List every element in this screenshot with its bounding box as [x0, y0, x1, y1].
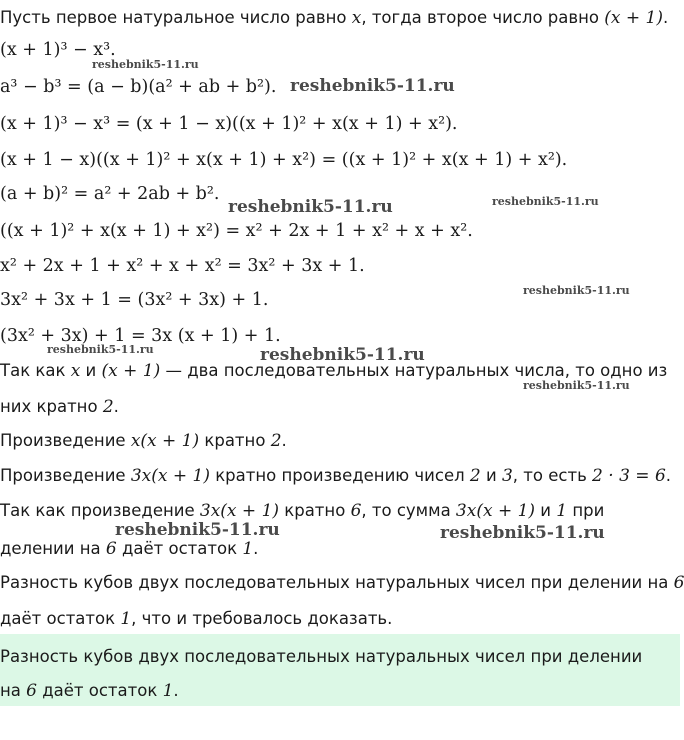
answer-line2: [0, 680, 179, 702]
para4-text-b: кратно: [279, 501, 351, 520]
para1-text-b: и: [80, 361, 102, 380]
watermark: reshebnik5-11.ru: [523, 379, 630, 392]
watermark: reshebnik5-11.ru: [523, 284, 630, 297]
watermark: reshebnik5-11.ru: [228, 197, 393, 217]
watermark: reshebnik5-11.ru: [115, 520, 280, 540]
answer-text-c: .: [173, 681, 179, 700]
para2-line: [0, 430, 287, 452]
para4-text-f: делении на: [0, 539, 106, 558]
para1-text-c: — два последовательных натуральных числа, то одно из: [160, 361, 668, 380]
para4-num-1: 1: [556, 501, 568, 521]
answer-box: [0, 634, 680, 706]
para4-text-h: .: [253, 539, 259, 558]
para4-text-a: Так как произведение: [0, 501, 200, 520]
formula-7: x² + 2x + 1 + x² + x + x² = 3x² + 3x + 1.: [0, 256, 365, 276]
formula-8: 3x² + 3x + 1 = (3x² + 3x) + 1.: [0, 290, 269, 310]
para4-text-g: даёт остаток: [116, 539, 243, 558]
para4-expr: 3x(x + 1): [199, 501, 280, 521]
para3-text-a: Произведение: [0, 466, 131, 485]
para3-text-b: кратно произведению чисел: [209, 466, 470, 485]
para2-text-b: кратно: [199, 431, 271, 450]
para3-text-c: и: [480, 466, 502, 485]
para3-num-2: 2: [469, 466, 481, 486]
para1-var-x: x: [70, 361, 81, 381]
formula-1: (x + 1)³ − x³.: [0, 40, 116, 60]
watermark: reshebnik5-11.ru: [492, 195, 599, 208]
para2-text-a: Произведение: [0, 431, 131, 450]
para5-line1: [0, 572, 684, 594]
answer-text-a: на: [0, 681, 27, 700]
para3-line: [0, 465, 671, 487]
para5-text-a: Разность кубов двух последовательных натуральных чисел при делении на: [0, 573, 674, 592]
formula-2: a³ − b³ = (a − b)(a² + ab + b²).: [0, 77, 277, 97]
para4-expr2: 3x(x + 1): [455, 501, 536, 521]
para5-num-6: 6: [673, 573, 684, 593]
intro-text-1: Пусть первое натуральное число равно: [0, 8, 352, 27]
para4-text-c: , то сумма: [361, 501, 456, 520]
answer-line1: Разность кубов двух последовательных натуральных чисел при делении: [0, 647, 643, 666]
intro-var-x: x: [351, 8, 362, 28]
para1-text-d: них кратно: [0, 397, 103, 416]
para2-num-2: 2: [270, 431, 282, 451]
para2-expr: x(x + 1): [130, 431, 200, 451]
para4-text-e: при: [567, 501, 605, 520]
para1-text-e: .: [113, 397, 119, 416]
intro-expr: (x + 1): [604, 8, 663, 28]
para5-line2: [0, 608, 392, 630]
answer-text-b: даёт остаток: [36, 681, 163, 700]
para5-text-c: , что и требовалось доказать.: [131, 609, 393, 628]
watermark: reshebnik5-11.ru: [260, 345, 425, 365]
para3-num-3: 3: [501, 466, 513, 486]
intro-line: [0, 7, 668, 29]
formula-9: (3x² + 3x) + 1 = 3x (x + 1) + 1.: [0, 326, 281, 346]
intro-text-2: , тогда второе число равно: [361, 8, 605, 27]
formula-6: ((x + 1)² + x(x + 1) + x²) = x² + 2x + 1 + x² + x + x².: [0, 221, 473, 241]
para5-num-1: 1: [120, 609, 132, 629]
formula-3: (x + 1)³ − x³ = (x + 1 − x)((x + 1)² + x(x + 1) + x²).: [0, 114, 458, 134]
para5-text-b: даёт остаток: [0, 609, 121, 628]
para4-num-1b: 1: [242, 539, 254, 559]
answer-num-6: 6: [26, 681, 37, 701]
para4-num-6b: 6: [105, 539, 117, 559]
para4-line2: [0, 538, 258, 560]
para1-expr: (x + 1): [101, 361, 161, 381]
para4-text-d: и: [535, 501, 557, 520]
para4-num-6: 6: [350, 501, 362, 521]
watermark: reshebnik5-11.ru: [440, 523, 605, 543]
formula-5: (a + b)² = a² + 2ab + b².: [0, 184, 220, 204]
watermark: reshebnik5-11.ru: [92, 58, 199, 71]
para1-num-2: 2: [102, 397, 114, 417]
para2-text-c: .: [281, 431, 287, 450]
watermark: reshebnik5-11.ru: [47, 343, 154, 356]
para4-line1: [0, 500, 604, 522]
para3-expr: 3x(x + 1): [130, 466, 210, 486]
intro-text-3: .: [662, 8, 669, 27]
watermark: reshebnik5-11.ru: [290, 76, 455, 96]
para3-text-e: .: [665, 466, 672, 485]
para1-line2: [0, 396, 119, 418]
para1-text-a: Так как: [0, 361, 71, 380]
formula-4: (x + 1 − x)((x + 1)² + x(x + 1) + x²) = ((x + 1)² + x(x + 1) + x²).: [0, 150, 568, 170]
para3-text-d: , то есть: [512, 466, 593, 485]
para3-calc: 2 · 3 = 6: [592, 466, 666, 486]
answer-num-1: 1: [162, 681, 174, 701]
